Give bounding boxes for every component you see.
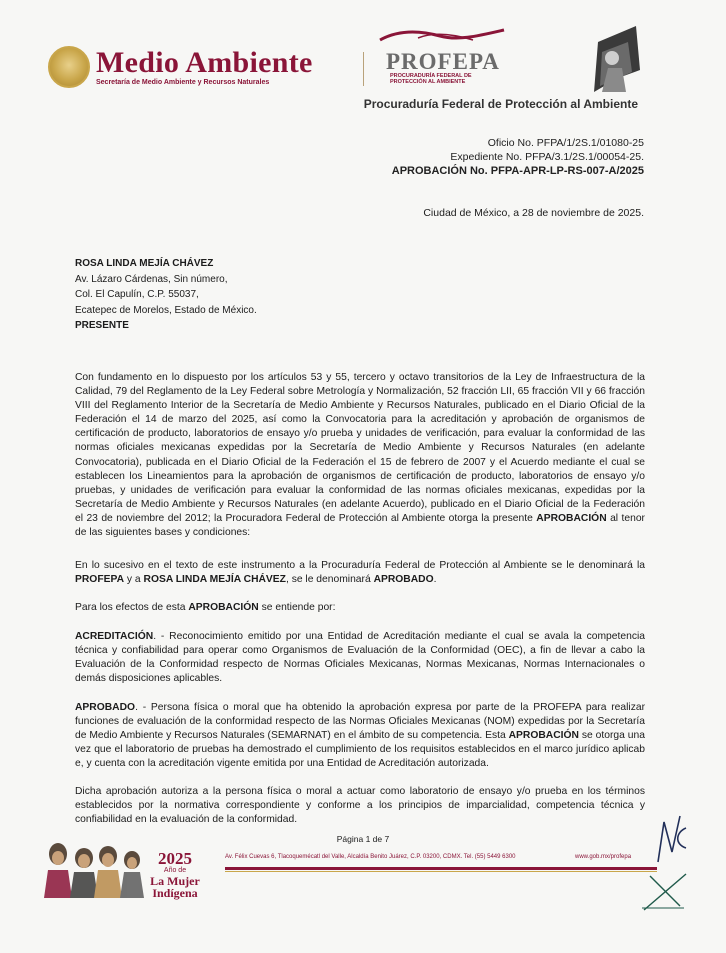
- paragraph-2-and: y a: [126, 574, 141, 586]
- footer-website[interactable]: www.gob.mx/profepa: [575, 854, 632, 860]
- semarnat-logo: [48, 46, 313, 88]
- paragraph-6: Dicha aprobación autoriza a la persona física o moral a actuar como laboratorio de ensayo y/o prueba en los términos establecidos por la normativa correspondiente y conforme a los principios de imparcialidad, competencia técnica y confiabilidad en la evaluación de la conformidad.: [75, 786, 645, 826]
- addressee-name: ROSA LINDA MEJÍA CHÁVEZ: [75, 258, 214, 269]
- paragraph-5-text: . - Persona física o moral que ha obtenido la aprobación expresa por parte de la PROFEPA para realizar funciones de evaluación de la conformidad respecto de las Normas Oficiales Mexicanas (NOM) expedidas por la Secretaría de Medio Ambiente y Recursos Naturales (SEMARNAT) en el ámbito de su competencia. Esta: [75, 702, 645, 742]
- paragraph-2-end: .: [433, 574, 437, 586]
- profepa-sub-1: PROCURADURÍA FEDERAL DE: [390, 73, 472, 79]
- paragraph-2-bold-aprobado: APROBADO: [373, 574, 434, 586]
- year-block: [150, 850, 200, 899]
- paragraph-4-text: . - Reconocimiento emitido por una Entidad de Acreditación mediante el cual se avala la competencia técnica y confiabilidad para operar como Organismos de Evaluación de la Conformidad (OEC), a fin de llevar a cabo la Evaluación de la Conformidad respecto de Normas Oficiales Mexicanas, Normas Mexicanas, Normas Internacionales o demás disposiciones aplicables.: [75, 631, 645, 685]
- paragraph-1-text: Con fundamento en lo dispuesto por los artículos 53 y 55, tercero y octavo transitorios de la Ley de Infraestructura de la Calidad, 79 del Reglamento de la Ley Federal sobre Metrología y Normalización, 52 fracción LII, 65 fracción VII y 66 fracción VIII del Reglamento Interior de la Secretaría de Medio Ambiente y Recursos Naturales, publicado en el Diario Oficial de la Federación el 14 de marzo del 2025, así como la Convocatoria para la acreditación y aprobación de organismos de certificación de producto, laboratorios de ensayo y/o prueba y unidades de verificación, para evaluar la conformidad de las normas oficiales mexicanas expedidas por la Secretaría de Medio Ambiente y Recursos Naturales (en adelante Convocatoria), publicada en el Diario Oficial de la Federación el 15 de febrero de 2007 y el Acuerdo mediante el cual se establecen los Lineamientos para la aprobación de organismos de certificación de producto, laboratorios de ensayo y/o pruebas, y unidades de verificación para evaluar la conformidad de las normas oficiales mexicanas, expedidas por la Secretaría de Medio Ambiente y Recursos Naturales (en adelante Acuerdo), publicado en el Diario Oficial de la Federación el 23 de noviembre del 2012; la Procuradora Federal de Protección al Ambiente otorga la presente: [75, 372, 645, 524]
- city-date: Ciudad de México, a 28 de noviembre de 2025.: [423, 207, 644, 219]
- women-illustration-icon: [40, 840, 148, 898]
- header-divider: [363, 52, 364, 86]
- year-big-2: Indígena: [152, 886, 198, 900]
- paragraph-4: [75, 630, 645, 686]
- paragraph-5: [75, 701, 645, 771]
- paragraph-5-tail: se otorga una vez que el laboratorio de pruebas ha demostrado el cumplimiento de los requisitos establecidos en el marco jurídico aplicab e, y cuenta con la acreditación vigente emitida por una Entidad de Acreditación autorizada.: [75, 730, 645, 770]
- paragraph-3: [75, 601, 645, 615]
- profepa-logo: [378, 26, 513, 85]
- paragraph-3-tail: se entiende por:: [261, 602, 336, 613]
- addressee-line1: Av. Lázaro Cárdenas, Sin número,: [75, 273, 228, 285]
- addressee-block: [75, 256, 257, 334]
- paragraph-1: [75, 371, 645, 540]
- addressee-line2: Col. El Capulín, C.P. 55037,: [75, 289, 199, 300]
- profepa-word: PROFEPA: [386, 49, 500, 74]
- margin-signature-icon: [640, 868, 692, 914]
- aprobacion-number: APROBACIÓN No. PFPA-APR-LP-RS-007-A/2025: [391, 165, 644, 177]
- profepa-swoosh-icon: [378, 26, 508, 46]
- expediente-number: Expediente No. PFPA/3.1/2S.1/00054-25.: [450, 151, 644, 163]
- national-seal-icon: [48, 46, 90, 88]
- paragraph-2: [75, 559, 645, 587]
- footer-line: [225, 867, 657, 870]
- flag-emblem-icon: [588, 22, 642, 94]
- addressee-line3: Ecatepec de Morelos, Estado de México.: [75, 304, 257, 316]
- header-title: Procuraduría Federal de Protección al Ambiente: [363, 97, 638, 111]
- year-big-1: La Mujer: [150, 874, 200, 888]
- paragraph-3-bold: APROBACIÓN: [188, 602, 259, 613]
- paragraph-5-bold: APROBADO: [75, 702, 136, 713]
- paragraph-4-bold: ACREDITACIÓN: [75, 631, 154, 642]
- paragraph-2-bold-profepa: PROFEPA: [75, 574, 125, 586]
- margin-initials-icon: [652, 808, 692, 868]
- paragraph-5-bold2: APROBACIÓN: [508, 730, 579, 742]
- paragraph-1-tail: al tenor de las siguientes bases y condiciones:: [75, 512, 645, 539]
- page-number: Página 1 de 7: [336, 834, 390, 844]
- year-small: Año de: [163, 867, 187, 874]
- paragraph-1-bold: APROBACIÓN: [536, 512, 607, 524]
- logo-main-text: Medio Ambiente: [96, 46, 313, 79]
- addressee-present: PRESENTE: [75, 320, 129, 331]
- oficio-number: Oficio No. PFPA/1/2S.1/01080-25: [487, 137, 644, 149]
- paragraph-3-text: Para los efectos de esta: [75, 602, 186, 613]
- year-number: 2025: [158, 849, 192, 868]
- paragraph-2-text: En lo sucesivo en el texto de este instrumento a la Procuraduría Federal de Protección al Ambiente se le denominará la: [75, 560, 645, 571]
- paragraph-2-mid: , se le denominará: [285, 574, 371, 586]
- logo-sub-text: Secretaría de Medio Ambiente y Recursos Naturales: [96, 79, 270, 86]
- paragraph-2-bold-name: ROSA LINDA MEJÍA CHÁVEZ: [143, 574, 286, 586]
- profepa-sub-2: PROTECCIÓN AL AMBIENTE: [390, 79, 466, 85]
- footer-address: Av. Félix Cuevas 6, Tlacoquemécatl del Valle, Alcaldía Benito Juárez, C.P. 03200, CDMX. Tel. (55) 5449 6300: [225, 854, 516, 860]
- footer-line-gold: [225, 871, 657, 872]
